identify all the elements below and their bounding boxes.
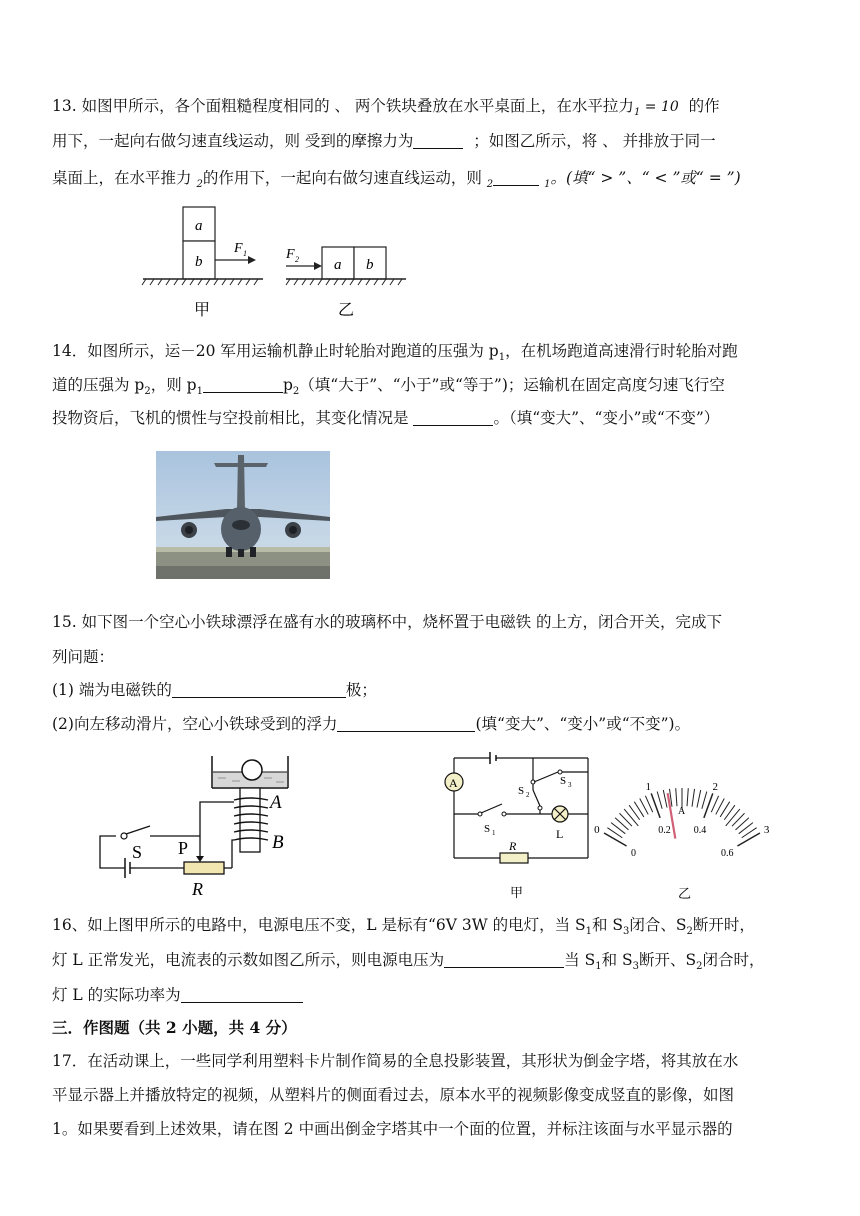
q17-line3: 1。如果要看到上述效果，请在图 2 中画出倒金字塔其中一个面的位置，并标注该面与水平显示器的 [52, 1120, 733, 1138]
answer-blank[interactable] [493, 170, 539, 186]
q15-line4: (2)向左移动滑片，空心小铁球受到的浮力 (填“变大”、“变小”或“不变”)。 [52, 715, 691, 733]
meter-tick [687, 788, 688, 806]
answer-blank[interactable] [181, 987, 303, 1003]
meter-top-label: 1 [645, 780, 651, 793]
circuit-diagram-jia [438, 752, 598, 900]
q13-line1: 13. 如图甲所示，各个面粗糙程度相同的 、 两个铁块叠放在水平桌面上，在水平拉力$_1$ = 10 的作 [52, 97, 720, 118]
q16-line2: 灯 L 正常发光，电流表的示数如图乙所示，则电源电压为 当 $S_1$和 $S_3$断开、$S_2$闭合时， [52, 951, 765, 972]
answer-blank[interactable] [172, 682, 346, 698]
meter-tick [645, 796, 652, 812]
circuit-caption-jia: 甲 [510, 885, 524, 900]
end-b-label: B [272, 832, 284, 853]
meter-bottom-label: 0.6 [721, 848, 734, 859]
answer-blank[interactable] [444, 952, 564, 968]
answer-blank[interactable] [413, 133, 463, 149]
q15-line3: (1) 端为电磁铁的 极； [52, 681, 377, 699]
q15-line2: 列问题： [52, 648, 115, 666]
meter-tick [711, 796, 718, 812]
switch-s-label: S [132, 842, 143, 862]
electromagnet-figure [92, 750, 302, 900]
answer-blank[interactable] [337, 716, 475, 732]
svg-text:1: 1 [492, 829, 496, 837]
meter-tick [604, 833, 627, 846]
ammeter-label: A [449, 776, 458, 790]
transport-aircraft-photo [156, 451, 330, 579]
svg-text:1: 1 [243, 249, 247, 258]
resistor-label: R [509, 839, 517, 853]
switch-s1-label: S [484, 823, 491, 835]
q15-line1: 15. 如下图一个空心小铁球漂浮在盛有水的玻璃杯中，烧杯置于电磁铁 的上方，闭合开关，完成下 [52, 613, 723, 631]
meter-tick [692, 789, 695, 807]
meter-tick [732, 813, 745, 826]
meter-tick [624, 809, 638, 826]
meter-bottom-label: 0.4 [693, 825, 707, 837]
meter-tick [736, 818, 749, 830]
svg-text:a: a [334, 257, 342, 273]
svg-text:3: 3 [568, 781, 572, 789]
meter-top-label: 2 [712, 780, 719, 793]
rheostat-r-label: R [192, 879, 203, 899]
svg-text:2: 2 [526, 791, 530, 799]
q14-line3: 投物资后，飞机的惯性与空投前相比，其变化情况是 。（填“变大”、“变小”或“不变”） [52, 409, 720, 427]
meter-tick [657, 791, 662, 808]
meter-tick [663, 790, 667, 808]
meter-bottom-label: 0.2 [658, 825, 671, 837]
q17-line1: 17．在活动课上，一些同学利用塑料卡片制作简易的全息投影装置，其形状为倒金字塔，将其放在水 [52, 1052, 739, 1070]
meter-caption-yi: 乙 [678, 886, 692, 901]
figure-yi-caption: 乙 [338, 302, 355, 319]
svg-text:2: 2 [295, 255, 299, 264]
meter-tick [615, 818, 628, 830]
block-b-label: b [195, 254, 203, 270]
meter-bottom-label: 0 [630, 848, 636, 859]
blocks-figure [138, 203, 418, 321]
q16-line1: 16、如上图甲所示的电路中，电源电压不变，L 是标有“6V 3W 的电灯，当 $S_1$和 $S_3$闭合、$S_2$断开时， [52, 916, 755, 937]
meter-top-label: 3 [763, 824, 770, 836]
meter-tick [676, 788, 677, 806]
meter-unit-label: A [678, 806, 686, 817]
block-a-label: a [195, 218, 203, 234]
q14-line2: 道的压强为 $p_2$，则 $p_1$ $p_2$（填“大于”、“小于”或“等于”)；运输机在固定高度匀速飞行空 [52, 376, 725, 397]
meter-tick [697, 790, 701, 808]
force-f1-label: F [234, 241, 243, 256]
meter-tick [737, 833, 760, 846]
q14-line1: 14．如图所示，运－20 军用运输机静止时轮胎对跑道的压强为 $p_1$，在机场跑道高速滑行时轮胎对跑 [52, 342, 738, 363]
q17-line2: 平显示器上并播放特定的视频，从塑料片的侧面看过去，原本水平的视频影像变成竖直的影像，如图 [52, 1086, 735, 1104]
switch-s2-label: S [518, 785, 525, 797]
meter-scale [604, 788, 760, 846]
svg-text:b: b [366, 257, 374, 273]
meter-top-label: 0 [594, 824, 600, 836]
meter-tick [726, 809, 740, 826]
force-f2-label: F [286, 247, 295, 262]
lamp-label: L [556, 827, 564, 841]
switch-s3-label: S [560, 775, 567, 787]
q13-line3: 桌面上，在水平推力 $_2$的作用下，一起向右做匀速直线运动，则 $_2$ $_1$。(填“ > ”、“ < ”或“ = ”) [52, 169, 741, 190]
end-a-label: A [270, 792, 282, 813]
q16-line3: 灯 L 的实际功率为 [52, 985, 303, 1005]
figure-jia-caption: 甲 [194, 302, 211, 319]
q13-line2: 用下，一起向右做匀速直线运动，则 受到的摩擦力为 ；如图乙所示，将 、 并排放于同一 [52, 132, 716, 150]
meter-tick [702, 791, 707, 808]
answer-blank[interactable] [203, 377, 283, 393]
answer-blank[interactable] [413, 410, 493, 426]
ammeter-dial-yi [594, 750, 770, 901]
section-heading: 三．作图题（共 2 小题，共 4 分） [52, 1018, 297, 1037]
meter-tick [619, 813, 632, 826]
slider-p-label: P [178, 838, 189, 858]
